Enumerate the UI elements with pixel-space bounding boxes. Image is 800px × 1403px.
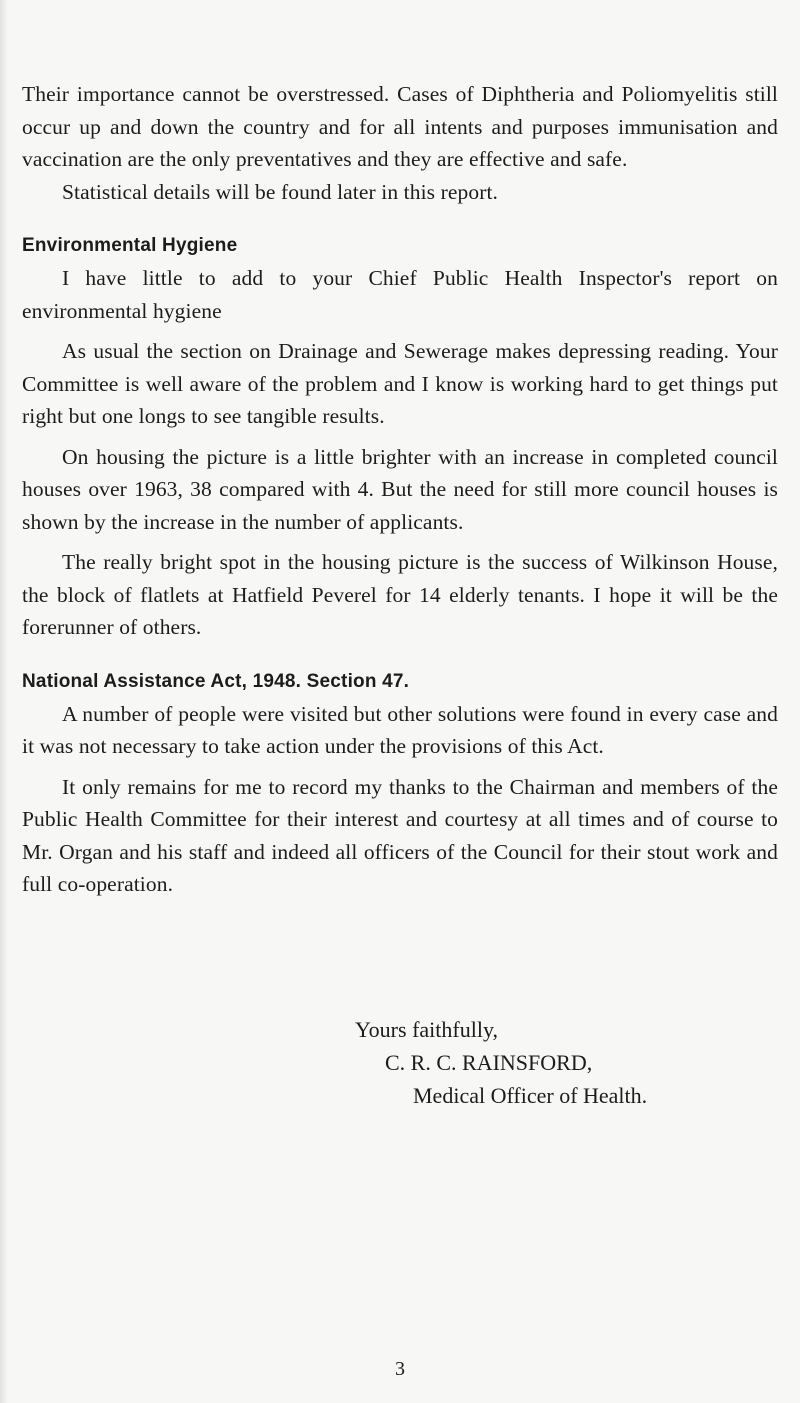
housing-paragraph: On housing the picture is a little brighter with an increase in completed council houses over 1963, 38 compared with 4. But the need for still more council houses is shown by the increase in the number of applicants. [22,444,778,534]
page-number: 3 [395,1358,405,1380]
wilkinson-house-paragraph: The really bright spot in the housing picture is the success of Wilkinson House, the block of flatlets at Hatfield Peverel for 14 elderly tenants. I hope it will be the forerunner of others. [22,550,778,639]
environmental-hygiene-heading: Environmental Hygiene [22,235,238,256]
closing-line: Yours faithfully, [355,1017,499,1042]
signature-block [355,1013,647,1112]
thanks-paragraph: It only remains for me to record my thanks to the Chairman and members of the Public Health Committee for their interest and courtesy at all times and of course to Mr. Organ and his staff and indeed all officers of the Council for their stout work and full co-operation. [22,774,778,896]
drainage-sewerage-paragraph: As usual the section on Drainage and Sewerage makes depressing reading. Your Committee is well aware of the problem and I know is working hard to get things put right but one longs to see tangible results. [22,339,778,428]
immunisation-paragraph: Their importance cannot be overstressed. Cases of Diphtheria and Poliomyelitis still occur up and down the country and for all intents and purposes immunisation and vaccination are the only preventatives and they are effective and safe. [22,82,778,171]
national-assistance-paragraph: A number of people were visited but other solutions were found in every case and it was not necessary to take action under the provisions of this Act. [22,701,778,758]
scan-edge-shadow [0,0,8,1403]
signatory-name: C. R. C. RAINSFORD, [385,1050,593,1075]
signatory-title: Medical Officer of Health. [413,1083,648,1108]
statistical-details-paragraph: Statistical details will be found later in this report. [62,179,499,204]
report-body [22,78,778,901]
national-assistance-heading: National Assistance Act, 1948. Section 47. [22,670,410,692]
environmental-hygiene-intro-paragraph: I have little to add to your Chief Public Health Inspector's report on environmental hygiene [22,266,778,323]
